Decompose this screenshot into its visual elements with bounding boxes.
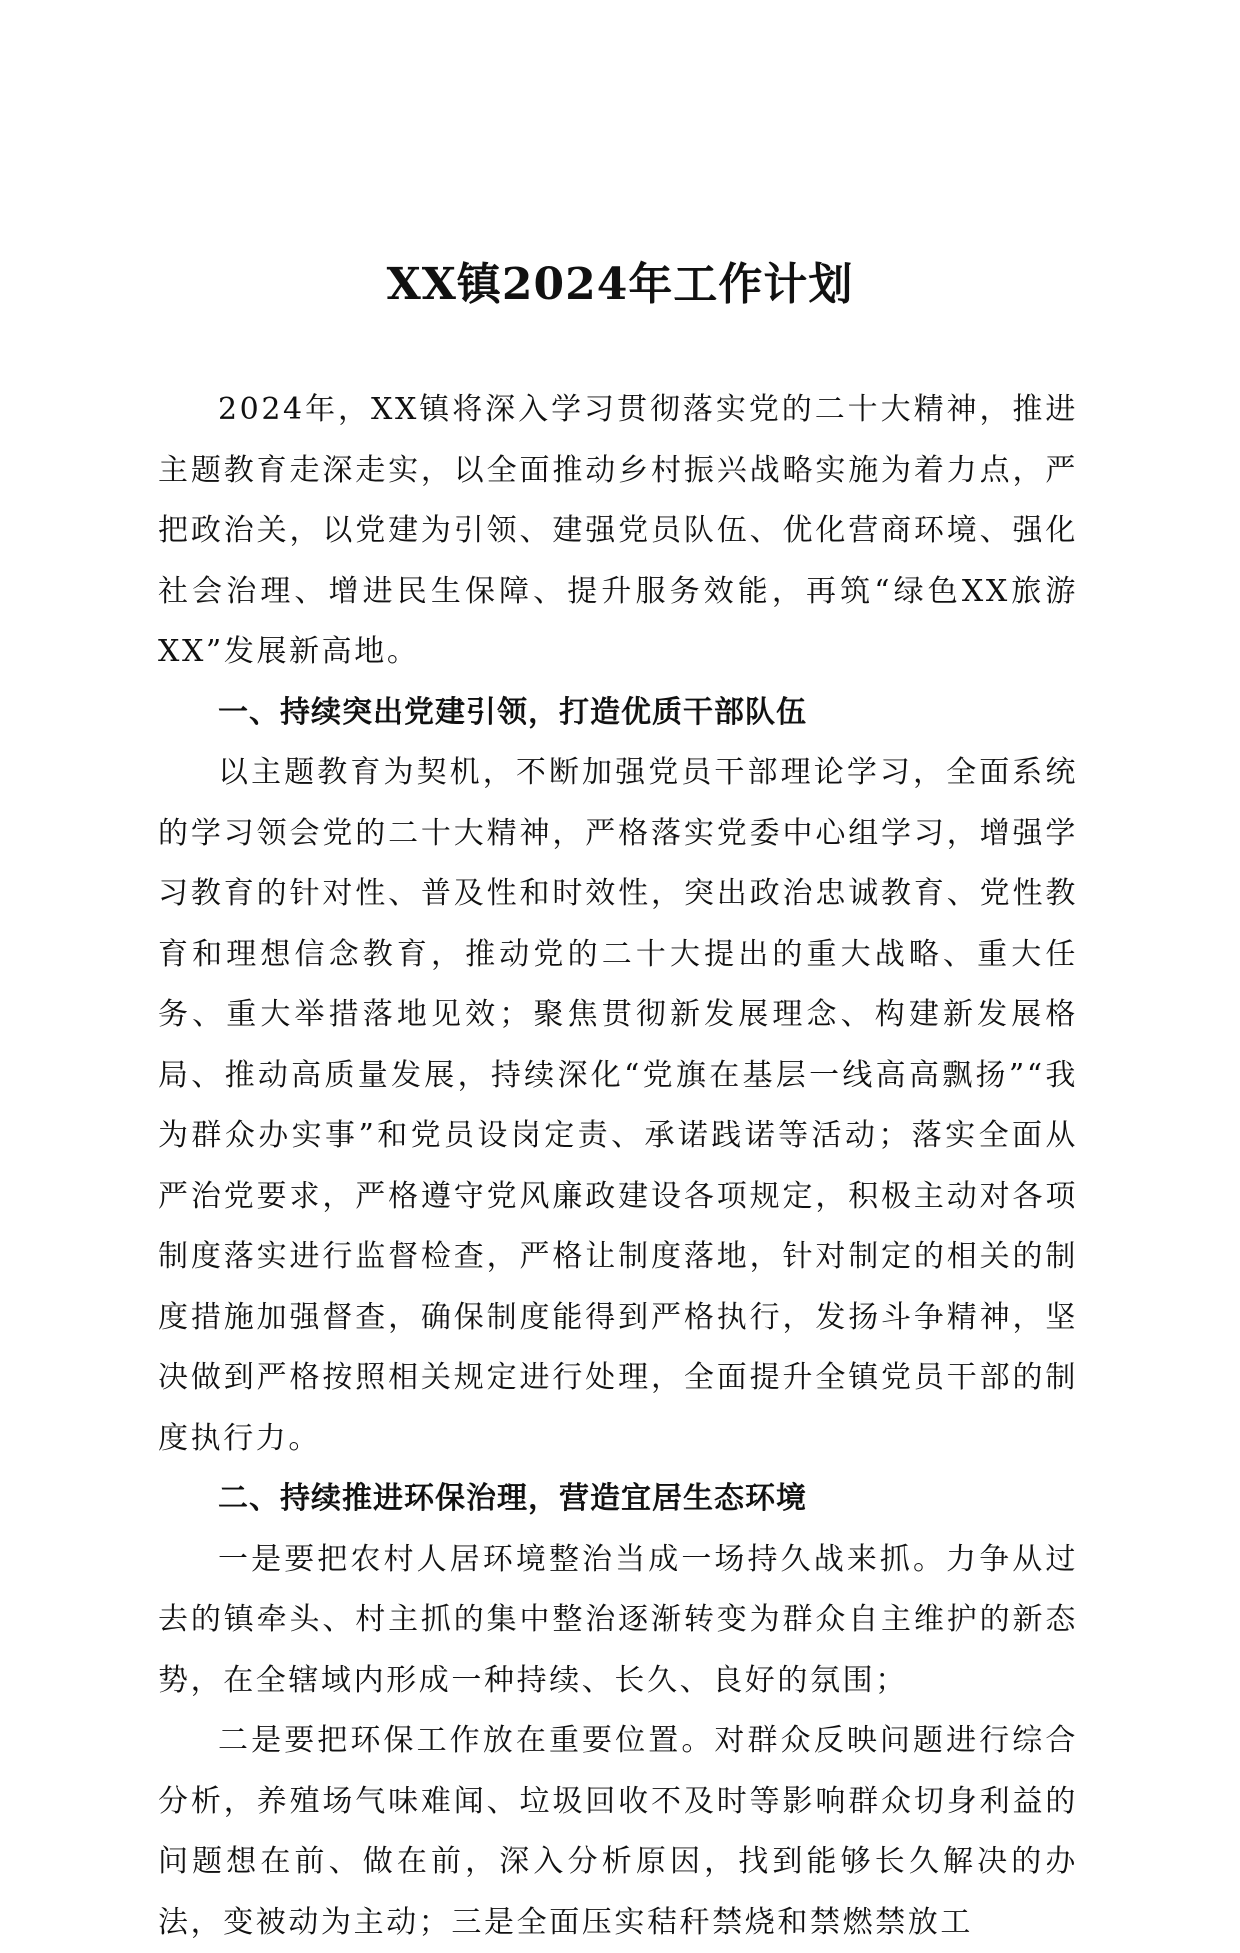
- document-body: [158, 380, 1078, 1953]
- document-title: XX镇2024年工作计划: [386, 259, 854, 310]
- section-heading-1: 一、持续突出党建引领，打造优质干部队伍: [218, 694, 807, 730]
- section-1-paragraph: 以主题教育为契机，不断加强党员干部理论学习，全面系统的学习领会党的二十大精神，严格落实党委中心组学习，增强学习教育的针对性、普及性和时效性，突出政治忠诚教育、党性教育和理想信念教育，推动党的二十大提出的重大战略、重大任务、重大举措落地见效；聚焦贯彻新发展理念、构建新发展格局、推动高质量发展，持续深化“党旗在基层一线高高飘扬”“我为群众办实事”和党员设岗定责、承诺践诺等活动；落实全面从严治党要求，严格遵守党风廉政建设各项规定，积极主动对各项制度落实进行监督检查，严格让制度落地，针对制定的相关的制度措施加强督查，确保制度能得到严格执行，发扬斗争精神，坚决做到严格按照相关规定进行处理，全面提升全镇党员干部的制度执行力。: [158, 755, 1078, 1456]
- intro-paragraph: 2024年，XX镇将深入学习贯彻落实党的二十大精神，推进主题教育走深走实，以全面推动乡村振兴战略实施为着力点，严把政治关，以党建为引领、建强党员队伍、优化营商环境、强化社会治理、增进民生保障、提升服务效能，再筑“绿色XX旅游XX”发展新高地。: [158, 392, 1078, 669]
- section-2-paragraph-1: 一是要把农村人居环境整治当成一场持久战来抓。力争从过去的镇牵头、村主抓的集中整治逐渐转变为群众自主维护的新态势，在全辖域内形成一种持续、长久、良好的氛围；: [158, 1541, 1078, 1698]
- section-2-paragraph-2: 二是要把环保工作放在重要位置。对群众反映问题进行综合分析，养殖场气味难闻、垃圾回收不及时等影响群众切身利益的问题想在前、做在前，深入分析原因，找到能够长久解决的办法，变被动为主动；三是全面压实秸秆禁烧和禁燃禁放工: [158, 1723, 1078, 1940]
- section-heading-2: 二、持续推进环保治理，营造宜居生态环境: [218, 1481, 807, 1516]
